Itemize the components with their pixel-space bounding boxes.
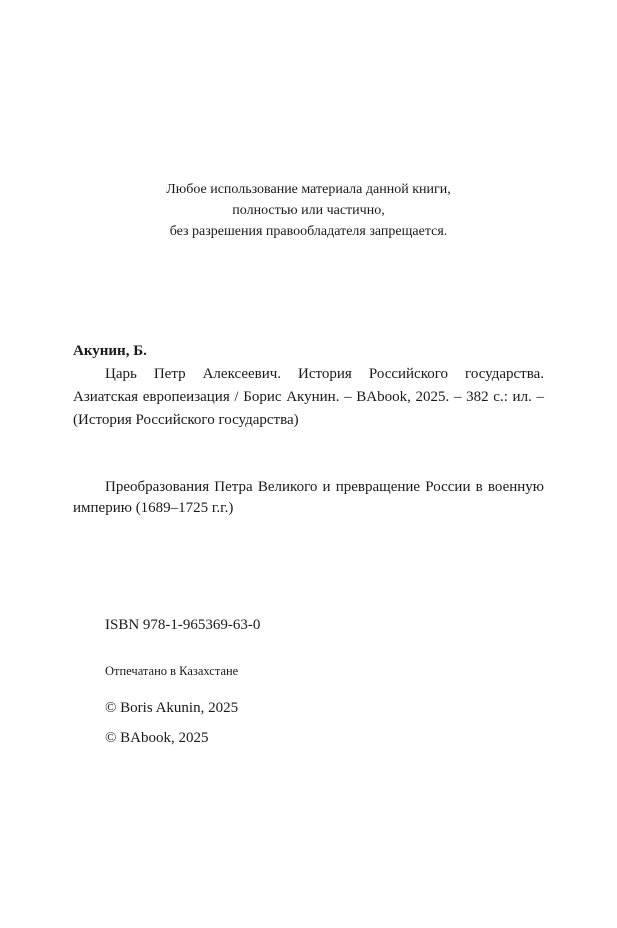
notice-line-1: Любое использование материала данной книги, bbox=[166, 182, 451, 197]
copyright-author: © Boris Akunin, 2025 bbox=[105, 700, 239, 716]
isbn: ISBN 978-1-965369-63-0 bbox=[105, 617, 261, 633]
notice-line-3: без разрешения правообладателя запрещается. bbox=[169, 224, 448, 239]
author-heading: Акунин, Б. bbox=[73, 343, 147, 359]
copyright-notice bbox=[0, 179, 617, 242]
book-annotation: Преобразования Петра Великого и превращение России в военную империю (1689–1725 г.г.) bbox=[73, 479, 544, 516]
bibliographic-record bbox=[73, 340, 544, 432]
printed-in: Отпечатано в Казахстане bbox=[105, 664, 239, 678]
notice-line-2: полностью или частично, bbox=[232, 203, 385, 218]
bibliographic-description: Царь Петр Алексеевич. История Российского государства. Азиатская европеизация / Борис Акунин. – BAbook, 2025. – 382 с.: ил. – (История Российского государства) bbox=[73, 366, 544, 428]
copyright-publisher: © BAbook, 2025 bbox=[105, 730, 209, 746]
